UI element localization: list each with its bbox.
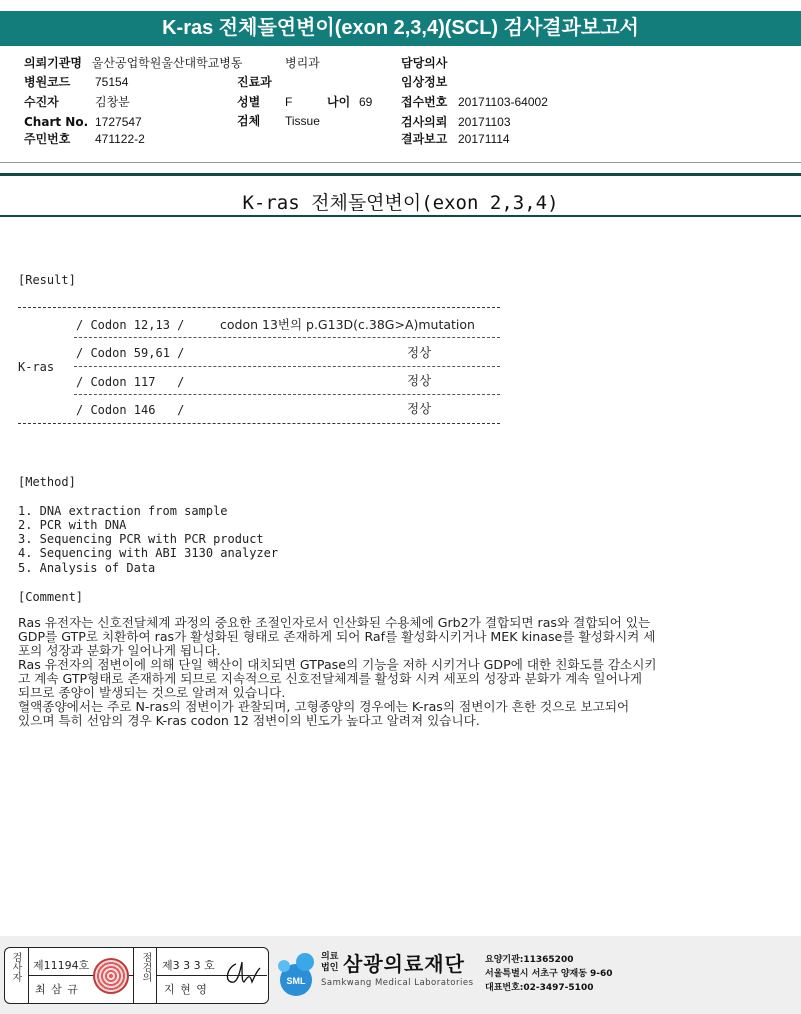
org-prefix-bottom: 법인 xyxy=(321,963,339,973)
method-step: 4. Sequencing with ABI 3130 analyzer xyxy=(18,546,279,560)
method-step: 3. Sequencing PCR with PCR product xyxy=(18,532,264,546)
comment-line: Ras 유전자의 점변이에 의해 단일 핵산이 대치되면 GTPase의 기능을 저하 시키거나 GDP에 대한 친화도를 감소시키 xyxy=(18,657,657,672)
report-date-label: 결과보고 xyxy=(401,132,448,146)
section-title: K-ras 전체돌연변이(exon 2,3,4) xyxy=(242,192,559,214)
comment-line: 고 계속 GTP형태로 존재하게 되므로 지속적으로 신호전달체계를 활성화 시켜 세포의 성장과 분화가 계속 일어나게 xyxy=(18,671,643,686)
section-rule-bottom xyxy=(0,215,801,217)
chart-no-value: 1727547 xyxy=(95,115,142,129)
org-english-name: Samkwang Medical Laboratories xyxy=(321,978,474,988)
institution-row xyxy=(24,57,243,70)
id-no-value: 471122-2 xyxy=(95,132,145,146)
result-heading: [Result] xyxy=(18,273,76,287)
comment-line: 있으며 특히 선암의 경우 K-ras codon 12 점변이의 빈도가 높다고 알려져 있습니다. xyxy=(18,713,480,728)
reviewer-number: 제3 3 3 호 xyxy=(162,959,215,972)
method-heading: [Method] xyxy=(18,475,76,489)
comment-heading: [Comment] xyxy=(18,590,84,604)
method-step: 1. DNA extraction from sample xyxy=(18,504,228,518)
specimen-label: 검체 xyxy=(237,114,261,128)
method-step: 2. PCR with DNA xyxy=(18,518,127,532)
comment-body xyxy=(18,616,793,728)
care-code: 요양기관:11365200 xyxy=(485,955,574,965)
seal-stamp-icon xyxy=(93,958,129,994)
doctor-label: 담당의사 xyxy=(401,56,448,70)
comment-line: 포의 성장과 분화가 일어나게 됩니다. xyxy=(18,643,221,658)
codon-117-finding: 정상 xyxy=(407,373,432,388)
examiner-name: 최 삼 규 xyxy=(35,983,79,996)
result-row-divider xyxy=(74,337,500,338)
department-value: 병리과 xyxy=(285,56,320,70)
recipient-value: 김창분 xyxy=(95,95,130,109)
clinic-label: 진료과 xyxy=(237,75,272,89)
codon-59-61-finding: 정상 xyxy=(407,345,432,360)
institution-label: 의뢰기관명 xyxy=(24,56,82,70)
request-date-value: 20171103 xyxy=(458,115,511,129)
codon-146: / Codon 146 / xyxy=(76,403,185,417)
clinical-info-label: 임상정보 xyxy=(401,75,448,89)
report-title: K-ras 전체돌연변이(exon 2,3,4)(SCL) 검사결과보고서 xyxy=(0,11,801,46)
hospital-code-value: 75154 xyxy=(95,75,129,89)
sex-value: F xyxy=(285,95,293,109)
signature-icon xyxy=(222,958,262,990)
result-rule-top xyxy=(18,307,500,308)
comment-line: 혈액종양에서는 주로 N-ras의 점변이가 관찰되며, 고형종양의 경우에는 K-ras의 점변이가 흔한 것으로 보고되어 xyxy=(18,699,630,714)
receipt-no-label: 접수번호 xyxy=(401,95,448,109)
examiner-label: 검사자 xyxy=(10,952,21,982)
request-date-label: 검사의뢰 xyxy=(401,115,448,129)
institution-value: 울산공업학원울산대학교병동 xyxy=(91,56,243,70)
receipt-no-value: 20171103-64002 xyxy=(458,95,548,109)
hospital-code-label: 병원코드 xyxy=(24,75,71,89)
org-contact xyxy=(485,953,613,995)
org-address: 서울특별시 서초구 양재동 9-60 xyxy=(485,969,613,979)
gene-label: K-ras xyxy=(18,360,55,374)
chart-no-label: Chart No. xyxy=(24,115,89,129)
codon-117: / Codon 117 / xyxy=(76,375,185,389)
org-prefix-top: 의료 xyxy=(321,952,339,962)
sex-label: 성별 xyxy=(237,95,261,109)
reviewer-label: 점검의 xyxy=(140,952,151,982)
org-phone: 대표번호:02-3497-5100 xyxy=(485,983,594,993)
examiner-number: 제11194호 xyxy=(33,959,90,972)
id-no-label: 주민번호 xyxy=(24,132,71,146)
sml-logo-icon xyxy=(270,950,320,1000)
codon-12-13: / Codon 12,13 / xyxy=(76,318,185,332)
method-step: 5. Analysis of Data xyxy=(18,561,156,575)
result-row-divider xyxy=(74,394,500,395)
codon-59-61: / Codon 59,61 / xyxy=(76,346,185,360)
result-row-divider xyxy=(74,366,500,367)
recipient-label: 수진자 xyxy=(24,95,59,109)
header-divider xyxy=(0,162,801,163)
section-rule-top xyxy=(0,173,801,176)
specimen-value: Tissue xyxy=(285,114,320,128)
comment-line: 되므로 종양이 발생되는 것으로 알려져 있습니다. xyxy=(18,685,286,700)
codon-12-13-finding: codon 13번의 p.G13D(c.38G>A)mutation xyxy=(220,317,475,332)
comment-line: GDP를 GTP로 치환하여 ras가 활성화된 형태로 존재하게 되어 Raf를 활성화시키거나 MEK kinase를 활성화시켜 세 xyxy=(18,629,656,644)
reviewer-name: 지 현 영 xyxy=(164,983,208,996)
org-prefix xyxy=(321,952,338,974)
age-value: 69 xyxy=(359,95,373,109)
codon-146-finding: 정상 xyxy=(407,401,432,416)
report-date-value: 20171114 xyxy=(458,132,510,146)
age-label: 나이 xyxy=(327,95,351,109)
comment-line: Ras 유전자는 신호전달체계 과정의 중요한 조절인자로서 인산화된 수용체에 Grb2가 결합되면 ras와 결합되어 있는 xyxy=(18,615,651,630)
logo-text: SML xyxy=(286,976,306,986)
result-rule-bottom xyxy=(18,423,500,424)
org-name: 삼광의료재단 xyxy=(343,952,465,976)
